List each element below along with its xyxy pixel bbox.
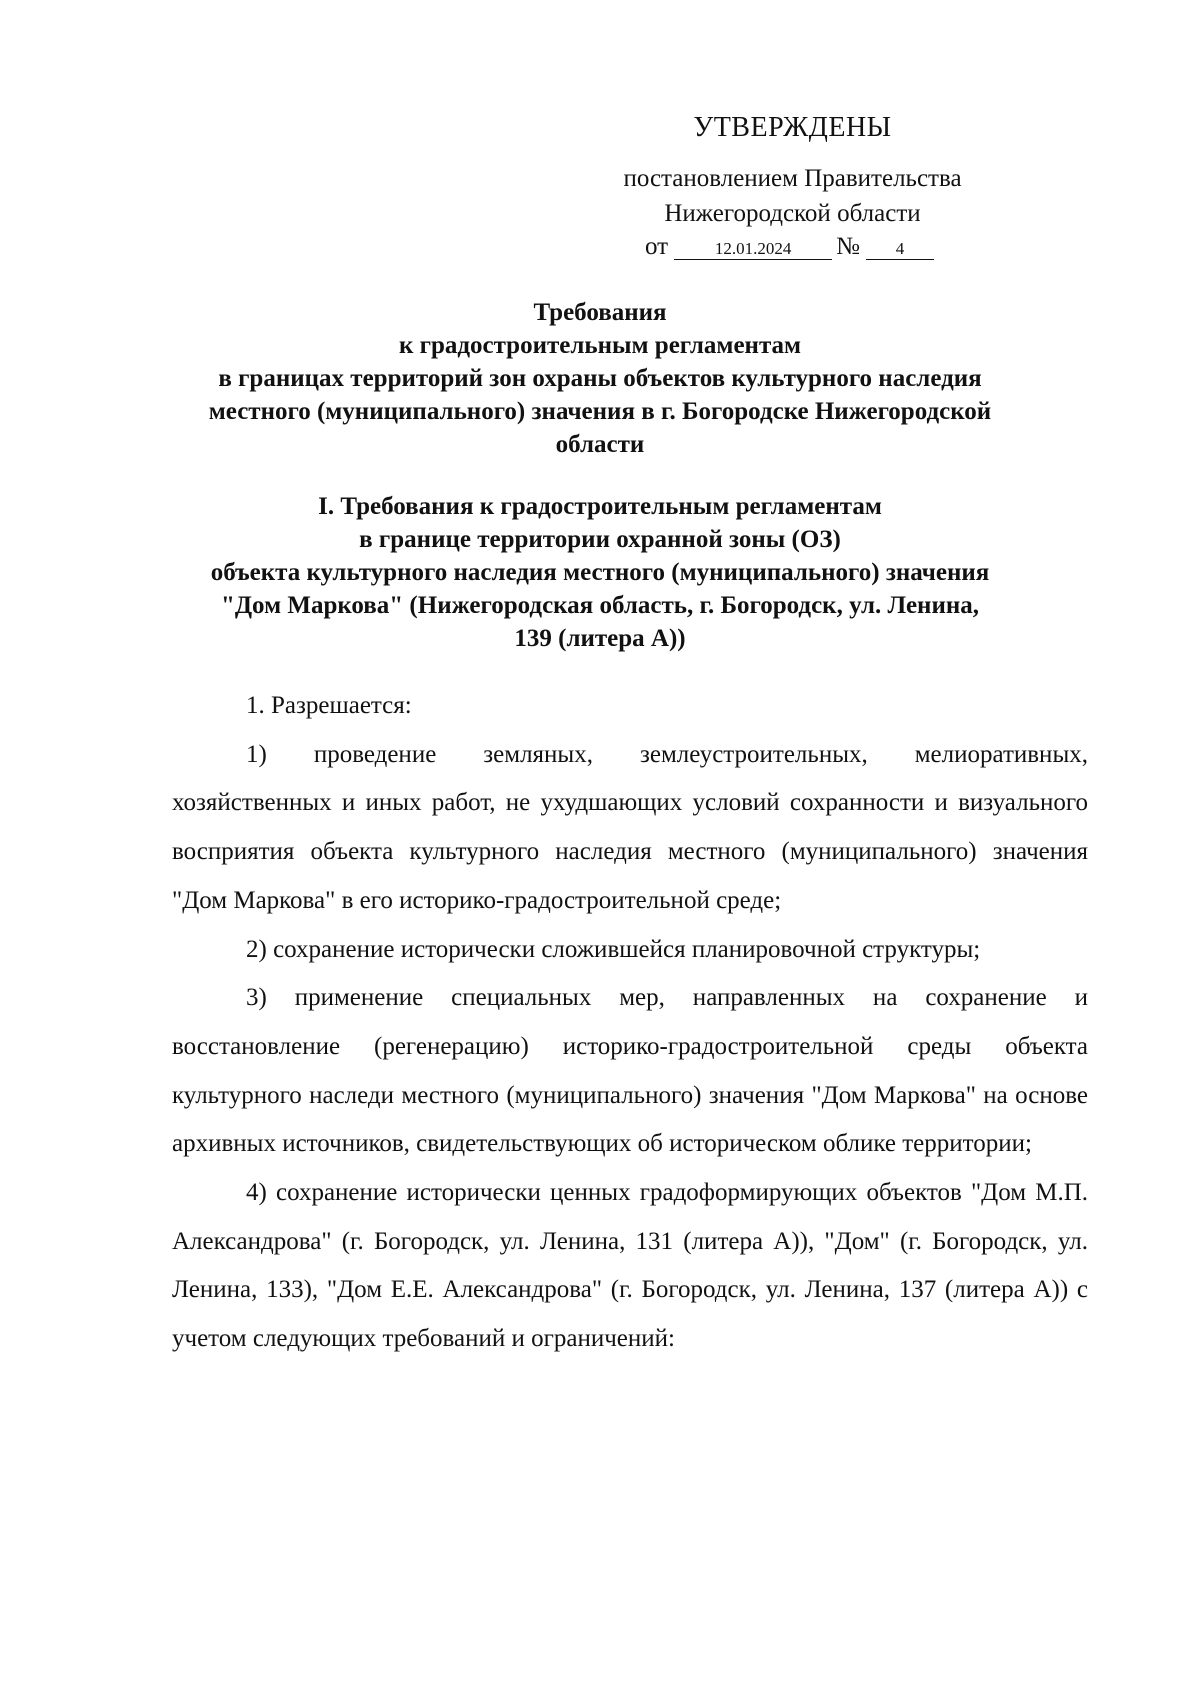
approved-heading: УТВЕРЖДЕНЫ [693,112,892,143]
paragraph-permitted-heading: 1. Разрешается: [246,692,412,719]
approval-region-line: Нижегородской области [664,200,921,227]
document-title-line: области [555,431,645,458]
document-title-line: к градостроительным регламентам [398,332,802,359]
section-title [120,490,1080,655]
paragraph-item-1: 1) проведение земляных, землеустроительных, мелиоративных, хозяйственных и иных работ, не ухудшающих условий сохранности и визуального восприятия объекта культурного наследия местного (муниципального) значения "Дом Маркова" в его историко-градостроительной среде; [172,740,1088,914]
decree-date: 12.01.2024 [674,239,832,260]
paragraph-item-2: 2) сохранение исторически сложившейся планировочной структуры; [246,935,981,963]
section-title-line: 139 (литера А)) [514,625,686,652]
document-title-line: Требования [533,299,667,326]
document-title-line: местного (муниципального) значения в г. Богородске Нижегородской [208,398,992,425]
paragraph-item-3: 3) применение специальных мер, направленных на сохранение и восстановление (регенерацию) историко-градостроительной среды объекта культурного наследи местного (муниципального) значения "Дом Маркова" на основе архивных источников, свидетельствующих об историческом облике территории; [172,984,1088,1158]
section-title-line: объекта культурного наследия местного (муниципального) значения [210,559,990,586]
document-title-line: в границах территорий зон охраны объектов культурного наследия [218,365,982,392]
approval-date-number-line [645,234,990,260]
document-body [172,682,1088,1364]
document-title [120,296,1080,461]
section-title-line: в границе территории охранной зоны (ОЗ) [359,526,841,553]
decree-number: 4 [866,239,934,260]
paragraph-item-4: 4) сохранение исторически ценных градоформирующих объектов "Дом М.П. Александрова" (г. Богородск, ул. Ленина, 131 (литера А)), "Дом" (г. Богородск, ул. Ленина, 133), "Дом Е.Е. Александрова" (г. Богородск, ул. Ленина, 137 (литера А)) с учетом следующих требований и ограничений: [172,1179,1088,1353]
date-prefix: от [645,233,669,260]
approval-decree-line: постановлением Правительства [623,165,962,192]
section-title-line: "Дом Маркова" (Нижегородская область, г. Богородск, ул. Ленина, [220,592,980,619]
section-title-line: I. Требования к градостроительным регламентам [318,493,882,520]
number-sign: № [836,233,860,260]
